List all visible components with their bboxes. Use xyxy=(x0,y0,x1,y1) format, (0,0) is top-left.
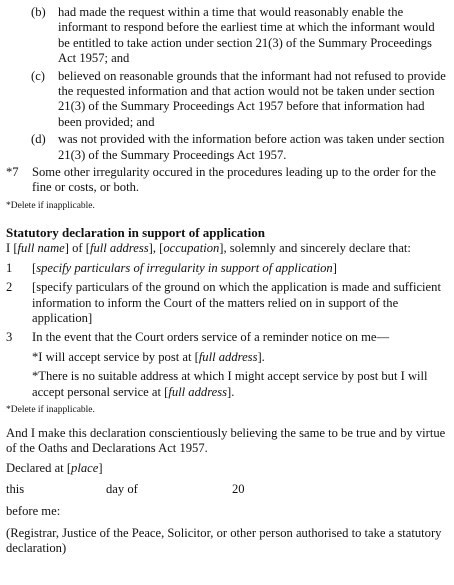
list-item-c xyxy=(31,69,448,131)
list-item-d xyxy=(31,132,448,163)
delete-note: *Delete if inapplicable. xyxy=(6,200,95,211)
declaration-item-2 xyxy=(6,280,448,326)
list-item-star7 xyxy=(6,165,448,196)
section-heading: Statutory declaration in support of application xyxy=(6,224,265,240)
item-text: [specify particulars of the ground on which the application is made and sufficient information to inform the Court of the matters relied on in support of the application] xyxy=(32,280,441,325)
date-year-label: 20 xyxy=(232,482,245,497)
intro-text: I [ xyxy=(6,241,18,256)
full-address-placeholder: full address xyxy=(89,241,149,256)
before-me-label: before me: xyxy=(6,504,61,519)
item-text: [specify particulars of irregularity in support of application] xyxy=(32,260,337,275)
service-option-post: *I will accept service by post at [full address]. xyxy=(32,349,265,364)
declaration-item-3 xyxy=(6,330,448,345)
item-text: was not provided with the information before action was taken under section 21(3) of the Summary Proceedings Act 1957. xyxy=(58,132,445,162)
intro-text: ], solemnly and sincerely declare that: xyxy=(219,241,411,256)
full-name-placeholder: full name xyxy=(17,241,65,256)
declaration-item-1 xyxy=(6,261,448,276)
item-text: In the event that the Court orders service of a reminder notice on me— xyxy=(32,330,390,345)
occupation-placeholder: occupation xyxy=(163,241,220,256)
item-text: Some other irregularity occured in the procedures leading up to the order for the fine or costs, or both. xyxy=(32,165,436,195)
item-label: 3 xyxy=(6,330,13,345)
item-label: (b) xyxy=(31,5,46,19)
delete-note-2: *Delete if inapplicable. xyxy=(6,404,95,415)
service-option-personal: *There is no suitable address at which I might accept service by post but I will accept personal service at [full address]. xyxy=(32,369,428,399)
intro-text: ] of [ xyxy=(64,241,90,256)
list-item-b xyxy=(31,5,448,67)
authority-note: (Registrar, Justice of the Peace, Solicitor, or other person authorised to take a statutory declaration) xyxy=(6,525,442,555)
item-label: 1 xyxy=(6,260,13,275)
closing-statement: And I make this declaration conscientiously believing the same to be true and by virtue of the Oaths and Declarations Act 1957. xyxy=(6,425,446,456)
intro-text: ], [ xyxy=(148,241,164,256)
declared-at-line: Declared at [place] xyxy=(6,460,103,475)
date-line xyxy=(6,482,448,498)
item-label: (d) xyxy=(31,132,46,147)
item-label: *7 xyxy=(6,165,19,180)
item-text: had made the request within a time that would reasonably enable the informant to respond before the earliest time at which the informant would be entitled to take action under section 21(3) of the Summary Proceedings Act 1957; and xyxy=(58,5,435,66)
date-this-label: this xyxy=(6,482,25,497)
item-label: 2 xyxy=(6,280,13,295)
declaration-intro xyxy=(6,241,448,256)
item-label: (c) xyxy=(31,68,45,83)
item-text: believed on reasonable grounds that the informant had not refused to provide the requested information and that action would not be taken under section 21(3) of the Summary Proceedings Act 1957 before that information had been provided; and xyxy=(58,68,446,129)
date-day-of-label: day of xyxy=(106,482,138,497)
